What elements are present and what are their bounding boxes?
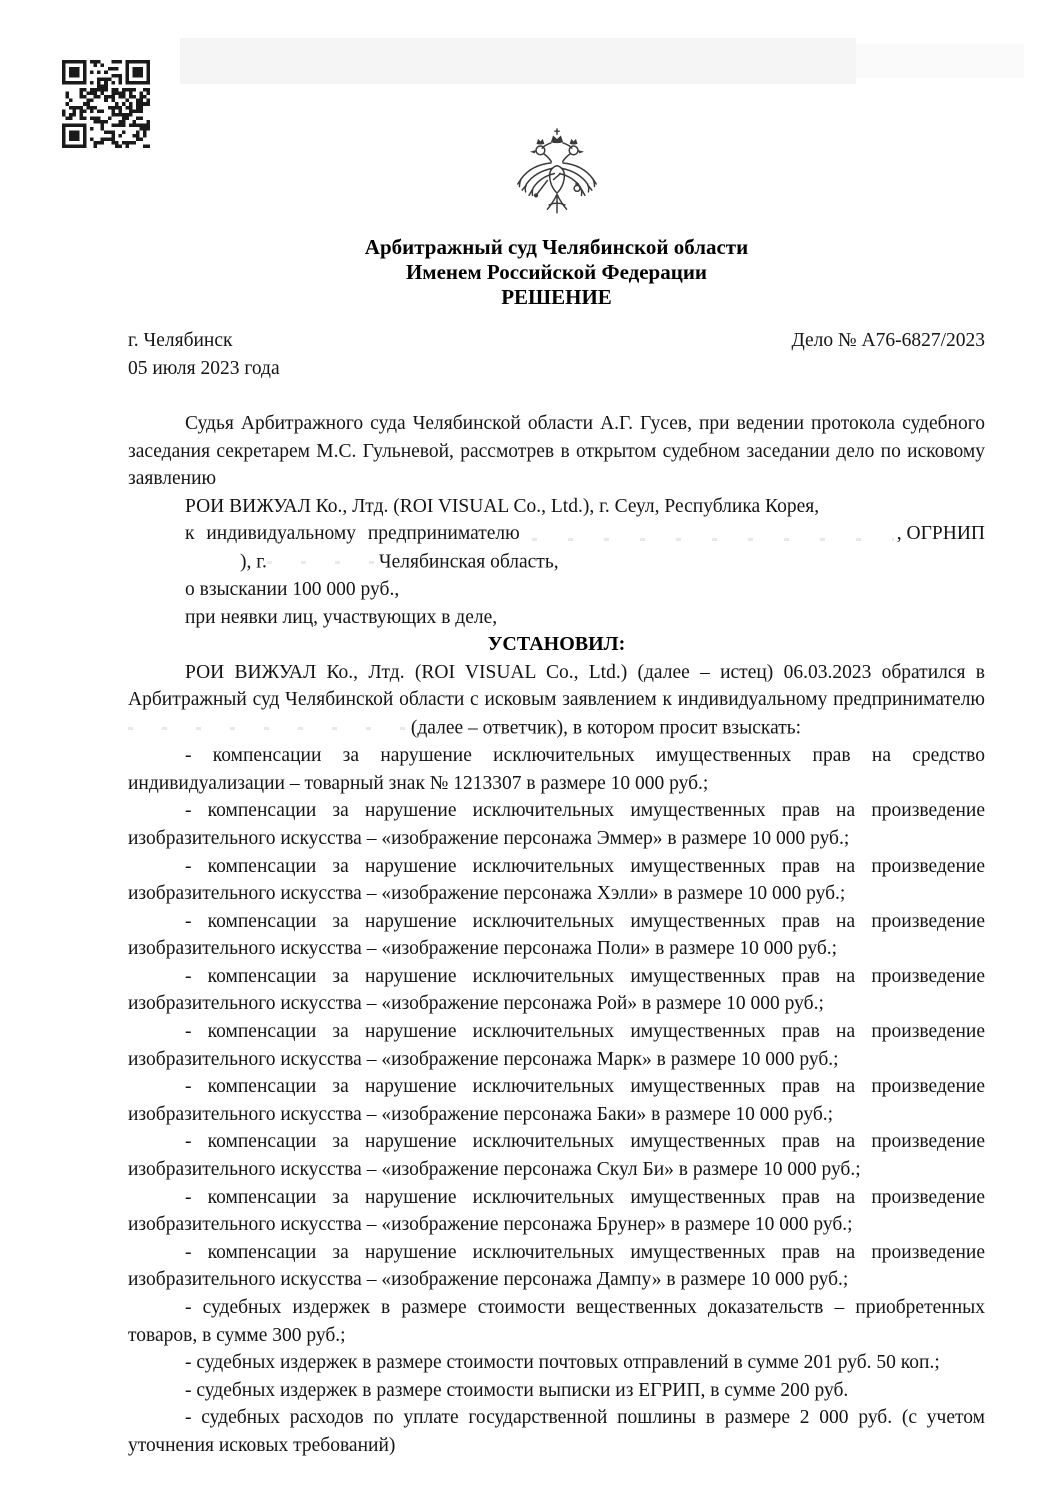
redaction-mark <box>128 714 406 734</box>
in-the-name-line: Именем Российской Федерации <box>405 260 708 284</box>
claim-item: - компенсации за нарушение исключительных имущественных прав на произведение изобразительного искусства – «изображение персонажа Хэлли» в размере 10 000 руб.; <box>128 855 985 905</box>
defendant-line <box>128 520 985 548</box>
court-name: Арбитражный суд Челябинской области <box>364 235 749 259</box>
claim-item: - судебных издержек в размере стоимости выписки из ЕГРИП, в сумме 200 руб. <box>185 1379 849 1401</box>
city-label: г. Челябинск <box>128 330 233 351</box>
defendant-suffix: , ОГРНИП <box>896 523 985 545</box>
redaction-mark <box>520 520 897 548</box>
established-after: (далее – ответчик), в котором просит взыскать: <box>410 717 802 739</box>
established-heading: УСТАНОВИЛ: <box>487 633 626 656</box>
decision-title: РЕШЕНИЕ <box>501 285 612 309</box>
claim-item: - компенсации за нарушение исключительных имущественных прав на произведение изобразительного искусства – «изображение персонажа Марк» в размере 10 000 руб.; <box>128 1021 985 1070</box>
defendant-line2-b: Челябинская область, <box>378 551 559 573</box>
claim-item: - компенсации за нарушение исключительных имущественных прав на произведение изобразительного искусства – «изображение персонажа Дампу» в размере 10 000 руб.; <box>128 1241 985 1291</box>
redaction-mark <box>267 548 379 568</box>
plaintiff-line: РОИ ВИЖУАЛ Ко., Лтд. (ROI VISUAL Co., Ltd.), г. Сеул, Республика Корея, <box>185 495 820 517</box>
claim-item: - компенсации за нарушение исключительных имущественных прав на произведение изобразительного искусства – «изображение персонажа Поли» в размере 10 000 руб.; <box>128 910 985 960</box>
defendant-prefix: к индивидуальному предпринимателю <box>185 523 520 545</box>
defendant-line2 <box>128 548 985 576</box>
claim-item: - компенсации за нарушение исключительных имущественных прав на произведение изобразительного искусства – «изображение персонажа Эммер» в размере 10 000 руб.; <box>128 800 985 849</box>
decision-date: 05 июля 2023 года <box>128 357 280 379</box>
claim-item: - компенсации за нарушение исключительных имущественных прав на средство индивидуализации – товарный знак № 1213307 в размере 10 000 руб.; <box>128 745 985 794</box>
claim-item: - компенсации за нарушение исключительных имущественных прав на произведение изобразительного искусства – «изображение персонажа Баки» в размере 10 000 руб.; <box>128 1076 985 1125</box>
coat-of-arms-icon <box>128 126 985 233</box>
claim-item: - компенсации за нарушение исключительных имущественных прав на произведение изобразительного искусства – «изображение персонажа Рой» в размере 10 000 руб.; <box>128 965 985 1015</box>
absence-line: при неявки лиц, участвующих в деле, <box>185 606 498 628</box>
claim-amount-line: о взыскании 100 000 руб., <box>185 579 400 601</box>
claim-item: - компенсации за нарушение исключительных имущественных прав на произведение изобразительного искусства – «изображение персонажа Скул Би» в размере 10 000 руб.; <box>128 1131 985 1181</box>
established-paragraph <box>128 659 985 742</box>
scan-artifact-band-light <box>856 44 1024 78</box>
qr-code-icon <box>62 60 150 148</box>
case-number: Дело № А76-6827/2023 <box>791 330 985 351</box>
established-before: РОИ ВИЖУАЛ Ко., Лтд. (ROI VISUAL Co., Ltd.) (далее – истец) 06.03.2023 обратился в Арбитражный суд Челябинской области с исковым заявлением к индивидуальному предпринимателю <box>128 661 985 711</box>
judge-paragraph: Судья Арбитражного суда Челябинской области А.Г. Гусев, при ведении протокола судебного заседания секретарем М.С. Гульневой, рассмотрев в открытом судебном заседании дело по исковому заявлению <box>128 413 985 490</box>
claim-item: - судебных расходов по уплате государственной пошлины в размере 2 000 руб. (с учетом уточнения исковых требований) <box>128 1407 985 1456</box>
claim-item: - компенсации за нарушение исключительных имущественных прав на произведение изобразительного искусства – «изображение персонажа Брунер» в размере 10 000 руб.; <box>128 1186 985 1236</box>
defendant-line2-a: ), г. <box>240 551 267 573</box>
scan-artifact-band <box>180 38 856 84</box>
claim-item: - судебных издержек в размере стоимости вещественных доказательств – приобретенных товаров, в сумме 300 руб.; <box>128 1297 985 1346</box>
claim-item: - судебных издержек в размере стоимости почтовых отправлений в сумме 201 руб. 50 коп.; <box>185 1352 940 1374</box>
